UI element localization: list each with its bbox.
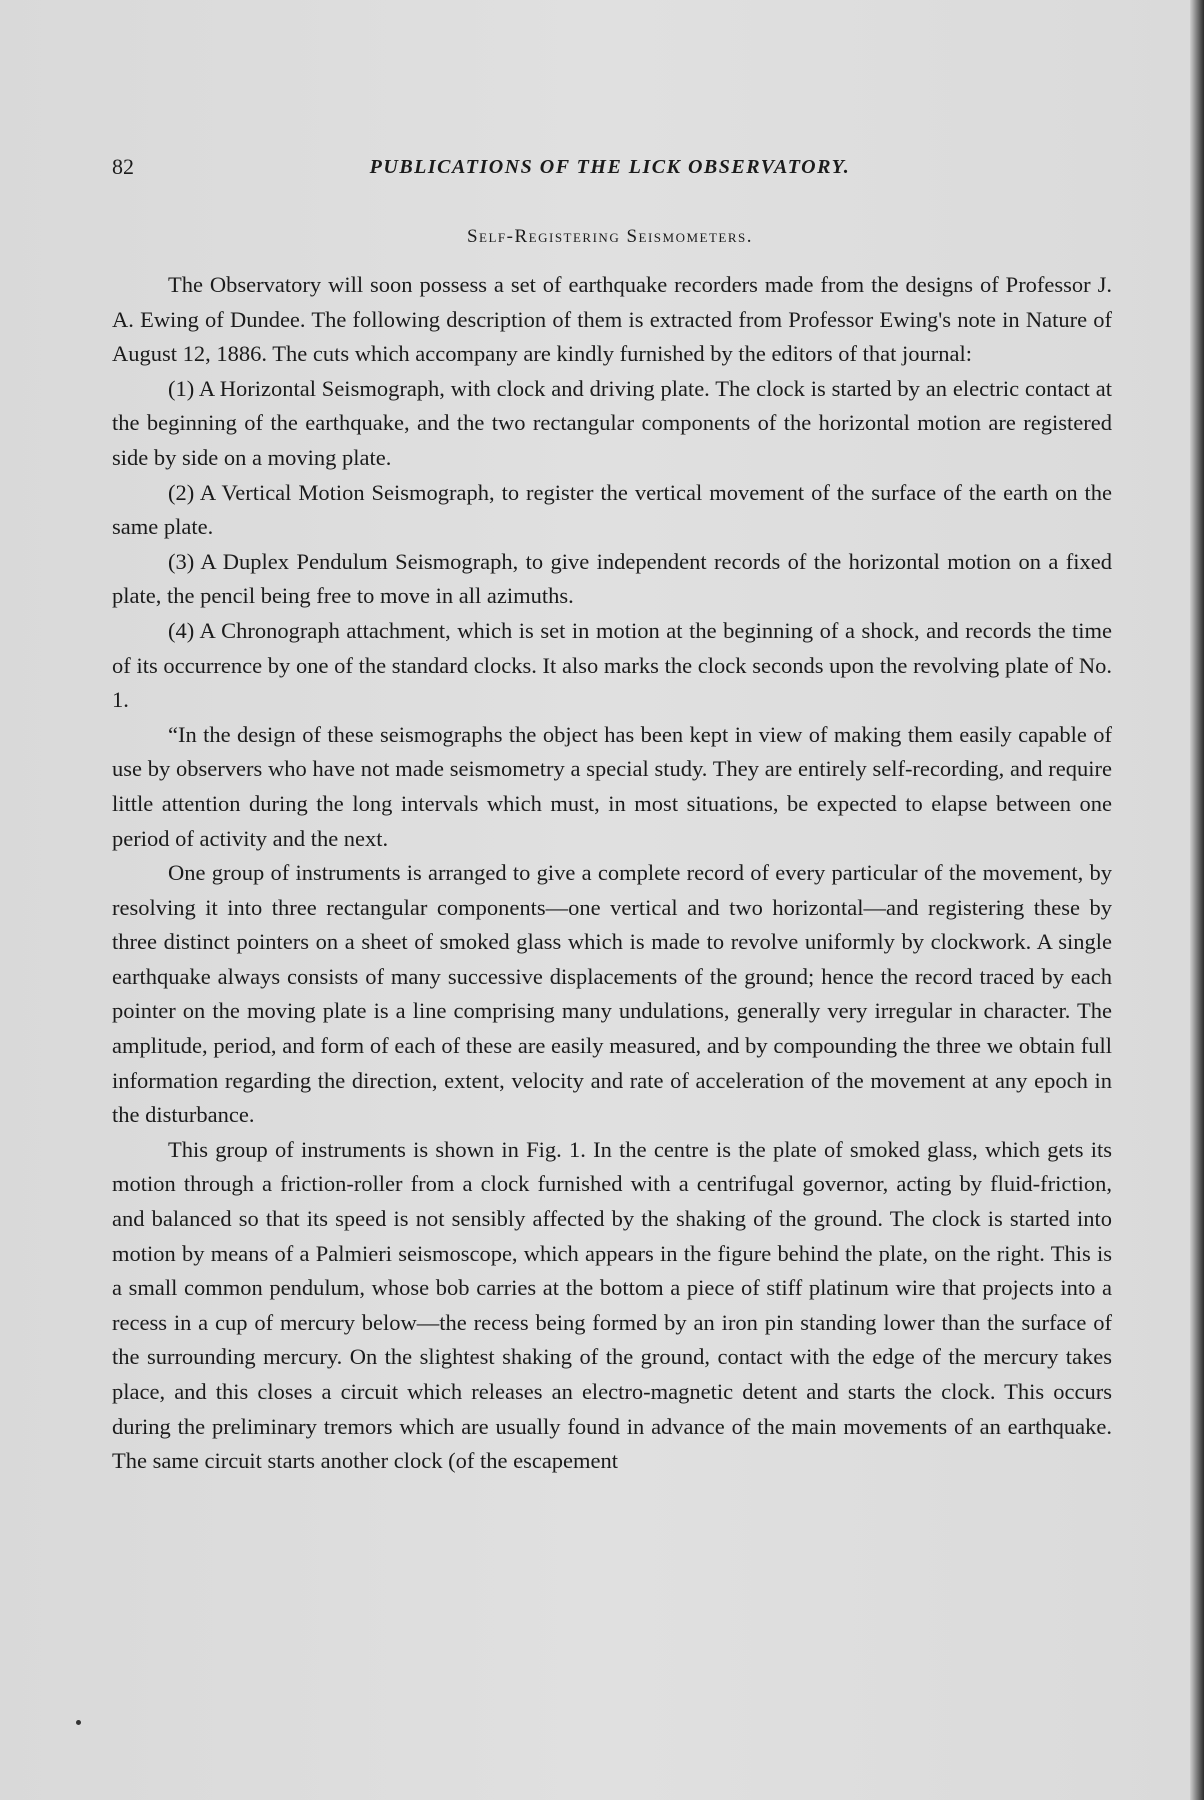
page-mark [76, 1720, 81, 1725]
page-header [112, 154, 1108, 184]
page-number: 82 [112, 154, 134, 179]
paragraph-item-3: (3) A Duplex Pendulum Seismograph, to give independent records of the horizontal motion on a fixed plate, the pencil being free to move in all azimuths. [112, 548, 1112, 609]
paragraph-intro: The Observatory will soon possess a set of earthquake recorders made from the designs of Professor J. A. Ewing of Dundee. The following description of them is extracted from Professor Ewing's note in Nature of August 12, 1886. The cuts which accompany are kindly furnished by the editors of that journal: [112, 272, 1112, 367]
paragraph-quote-start: “In the design of these seismographs the object has been kept in view of making them easily capable of use by observers who have not made seismometry a special study. They are entirely self-recording, and require little attention during the long intervals which must, in most situations, be expected to elapse between one period of activity and the next. [112, 721, 1112, 851]
body-text [112, 268, 1112, 1479]
paragraph-item-1: (1) A Horizontal Seismograph, with clock and driving plate. The clock is started by an electric contact at the beginning of the earthquake, and the two rectangular components of the horizontal motion are registered side by side on a moving plate. [112, 375, 1112, 470]
running-head: PUBLICATIONS OF THE LICK OBSERVATORY. [369, 156, 851, 178]
paragraph-item-2: (2) A Vertical Motion Seismograph, to register the vertical movement of the surface of the earth on the same plate. [112, 479, 1112, 540]
page-edge-shadow [1190, 0, 1204, 1800]
paragraph-item-4: (4) A Chronograph attachment, which is set in motion at the beginning of a shock, and records the time of its occurrence by one of the standard clocks. It also marks the clock seconds upon the revolving plate of No. 1. [112, 617, 1112, 713]
paragraph-fig-1: This group of instruments is shown in Fig. 1. In the centre is the plate of smoked glass, which gets its motion through a friction-roller from a clock furnished with a centrifugal governor, acting by fluid-friction, and balanced so that its speed is not sensibly affected by the shaking of the ground. The clock is started into motion by means of a Palmieri seismoscope, which appears in the figure behind the plate, on the right. This is a small common pendulum, whose bob carries at the bottom a piece of stiff platinum wire that projects into a recess in a cup of mercury below—the recess being formed by an iron pin standing lower than the surface of the surrounding mercury. On the slightest shaking of the ground, contact with the edge of the mercury takes place, and this closes a circuit which releases an electro-magnetic detent and starts the clock. This occurs during the preliminary tremors which are usually found in advance of the main movements of an earthquake. The same circuit starts another clock (of the escapement [112, 1136, 1112, 1474]
section-title: Self-Registering Seismometers. [466, 226, 754, 247]
paragraph-instruments-group: One group of instruments is arranged to give a complete record of every particular of the movement, by resolving it into three rectangular components—one vertical and two horizontal—and registering these by three distinct pointers on a sheet of smoked glass which is made to revolve uniformly by clockwork. A single earthquake always consists of many successive displacements of the ground; hence the record traced by each pointer on the moving plate is a line comprising many undulations, generally very irregular in character. The amplitude, period, and form of each of these are easily measured, and by compounding the three we obtain full information regarding the direction, extent, velocity and rate of acceleration of the movement at any epoch in the disturbance. [112, 860, 1112, 1128]
